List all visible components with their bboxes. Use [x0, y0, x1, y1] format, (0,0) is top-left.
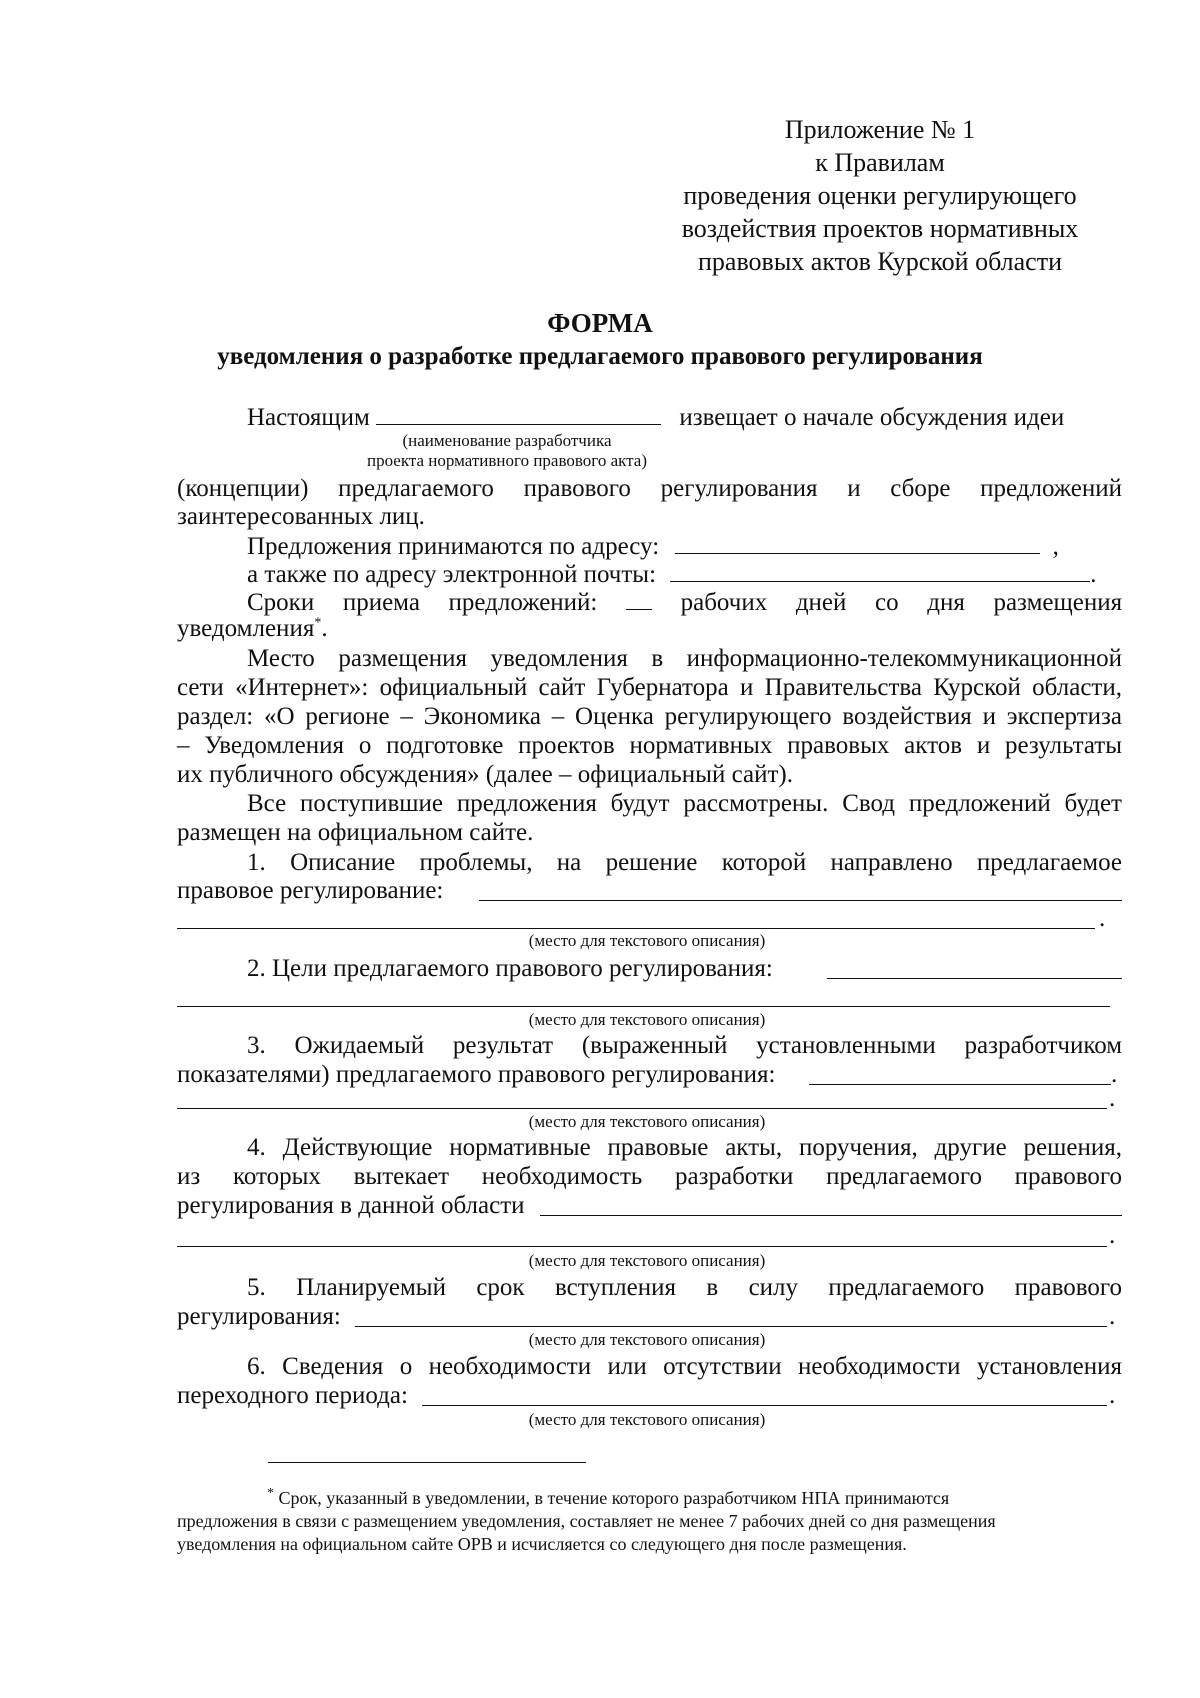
word: уведомления	[177, 615, 315, 642]
item1-line-2	[177, 877, 443, 905]
word: правового	[1014, 1274, 1122, 1301]
address-label: Предложения принимаются по адресу:	[247, 533, 660, 560]
item6-field[interactable]	[422, 1405, 1107, 1406]
address-field[interactable]	[675, 531, 1040, 554]
word: 5. Планируемый	[247, 1274, 446, 1301]
appendix-line: воздействия проектов нормативных	[681, 214, 1079, 243]
item4-line-2	[177, 1163, 1122, 1191]
email-field[interactable]	[670, 559, 1090, 582]
item1-field-2[interactable]	[177, 928, 1095, 929]
item3-line-2	[177, 1061, 775, 1089]
terms-line-2	[177, 615, 328, 643]
word: силу	[748, 1274, 799, 1301]
developer-caption-1: (наименование разработчика	[402, 431, 612, 450]
item6-line-1: 6. Сведения о необходимости или отсутствии необходимости установления	[247, 1353, 1122, 1380]
word: вступления	[554, 1274, 677, 1301]
word: предлагаемого	[338, 475, 494, 502]
word: показателями) предлагаемого правового регулирования:	[177, 1061, 776, 1088]
word: дня	[927, 589, 965, 616]
item4-field-2[interactable]	[177, 1246, 1107, 1247]
proposals-line-2: размещен на официальном сайте.	[177, 819, 534, 846]
word: размещения	[993, 589, 1123, 616]
footnote-mark: *	[314, 615, 322, 631]
developer-caption-2: проекта нормативного правового акта)	[366, 451, 648, 470]
word: результат	[452, 1032, 554, 1059]
item2-field-2[interactable]	[177, 1006, 1110, 1007]
form-body	[177, 0, 1122, 1698]
appendix-line: к Правилам	[815, 148, 945, 177]
word: (выраженный	[581, 1032, 728, 1059]
punctuation: .	[1111, 1061, 1118, 1088]
item3-caption: (место для текстового описания)	[528, 1112, 766, 1131]
word: правового	[1014, 1163, 1123, 1190]
word: предложений	[980, 475, 1123, 502]
word: решение	[605, 849, 698, 876]
word: предлагаемое	[976, 849, 1122, 876]
item4-field-1[interactable]	[540, 1215, 1122, 1216]
proposals-line-1: Все поступившие предложения будут рассмотрены. Свод предложений будет	[247, 790, 1122, 817]
placement-line: сети «Интернет»: официальный сайт Губернатора и Правительства Курской области,	[177, 674, 1122, 701]
intro-line-2	[177, 475, 1122, 503]
word: Сроки	[247, 589, 315, 616]
item1-line-1	[247, 849, 1122, 877]
item5-line-1	[247, 1274, 1122, 1302]
word: разработчиком	[964, 1032, 1123, 1059]
item2-line-1	[247, 955, 773, 983]
footnote-line: Срок, указанный в уведомлении, в течение которого разработчиком НПА принимаются	[278, 1488, 950, 1508]
punctuation: .	[1099, 905, 1106, 932]
form-subtitle: уведомления о разработке предлагаемого правового регулирования	[217, 343, 983, 370]
footnote-separator	[268, 1462, 586, 1463]
word: 2. Цели предлагаемого правового регулирования:	[247, 955, 773, 982]
word: сборе	[890, 475, 951, 502]
word: проблемы,	[419, 849, 533, 876]
item4-caption: (место для текстового описания)	[528, 1251, 766, 1270]
item4-line-3	[177, 1192, 525, 1220]
intro-suffix: извещает о начале обсуждения идеи	[679, 404, 1065, 431]
placement-line: Место размещения уведомления в информационно-телекоммуникационной	[247, 645, 1122, 672]
word: которых	[232, 1163, 321, 1190]
footnote-mark: *	[267, 1486, 274, 1501]
word: необходимость	[481, 1163, 643, 1190]
placement-line: раздел: «О регионе – Экономика – Оценка регулирующего воздействия и экспертиза	[177, 703, 1122, 730]
word: регулирования в данной области	[177, 1192, 525, 1219]
word: установленными	[756, 1032, 936, 1059]
footnote-line: предложения в связи с размещением уведомления, составляет не менее 7 рабочих дней со дня размещения	[177, 1511, 996, 1531]
footnote-line: уведомления на официальном сайте ОРВ и исчисляется со следующего дня после размещения.	[177, 1534, 907, 1554]
appendix-line: проведения оценки регулирующего	[683, 181, 1077, 210]
word: со	[875, 589, 899, 616]
word: срок	[476, 1274, 525, 1301]
punctuation: .	[1109, 1222, 1116, 1249]
item6-line-2	[177, 1382, 408, 1410]
word: рабочих	[680, 589, 768, 616]
word: из	[177, 1163, 201, 1190]
days-count-field[interactable]	[626, 587, 652, 610]
word: направлено	[830, 849, 953, 876]
word: (концепции)	[177, 475, 309, 502]
item3-line-1	[247, 1032, 1122, 1060]
appendix-line: правовых актов Курской области	[698, 247, 1062, 276]
punctuation: .	[1109, 1085, 1116, 1112]
word: регулирования:	[177, 1303, 341, 1330]
word: правовое регулирование:	[177, 877, 444, 904]
placement-line: – Уведомления о подготовке проектов нормативных правовых актов и результаты	[177, 732, 1122, 759]
item5-line-2	[177, 1303, 341, 1331]
item4-line-1: 4. Действующие нормативные правовые акты, поручения, другие решения,	[247, 1134, 1122, 1161]
word: предложений:	[448, 589, 598, 616]
word: предлагаемого	[826, 1163, 982, 1190]
item6-caption: (место для текстового описания)	[528, 1410, 766, 1429]
item1-caption: (место для текстового описания)	[528, 931, 766, 950]
item3-field-2[interactable]	[177, 1108, 1107, 1109]
word: которой	[721, 849, 807, 876]
word: правового	[523, 475, 631, 502]
appendix-line: Приложение № 1	[784, 115, 976, 144]
terms-line-1	[247, 587, 1122, 617]
word: разработки	[675, 1163, 794, 1190]
item2-caption: (место для текстового описания)	[528, 1010, 766, 1029]
word: дней	[795, 589, 847, 616]
word: переходного периода:	[177, 1382, 408, 1409]
punctuation: .	[1090, 561, 1097, 588]
developer-name-field[interactable]	[376, 402, 661, 425]
punctuation: .	[321, 615, 328, 642]
placement-line: их публичного обсуждения» (далее – официальный сайт).	[177, 761, 793, 788]
email-label: а также по адресу электронной почты:	[247, 561, 657, 588]
item5-caption: (место для текстового описания)	[528, 1330, 766, 1349]
item1-field-1[interactable]	[479, 900, 1122, 901]
word: приема	[342, 589, 420, 616]
word: на	[556, 849, 582, 876]
footnote	[177, 1487, 1122, 1556]
word: 1. Описание	[247, 849, 396, 876]
intro-line-3: заинтересованных лиц.	[177, 503, 425, 530]
punctuation: ,	[1052, 533, 1059, 560]
intro-prefix: Настоящим	[247, 404, 370, 431]
word: 3. Ожидаемый	[247, 1032, 425, 1059]
item3-field-1[interactable]	[809, 1084, 1111, 1085]
punctuation: .	[1109, 1303, 1116, 1330]
word: регулирования	[660, 475, 818, 502]
word: и	[847, 475, 861, 502]
word: предлагаемого	[828, 1274, 985, 1301]
item5-field[interactable]	[355, 1326, 1107, 1327]
word: вытекает	[353, 1163, 450, 1190]
form-title: ФОРМА	[547, 308, 653, 338]
item2-field-1[interactable]	[827, 978, 1122, 979]
punctuation: .	[1109, 1382, 1116, 1409]
word: в	[706, 1274, 719, 1301]
